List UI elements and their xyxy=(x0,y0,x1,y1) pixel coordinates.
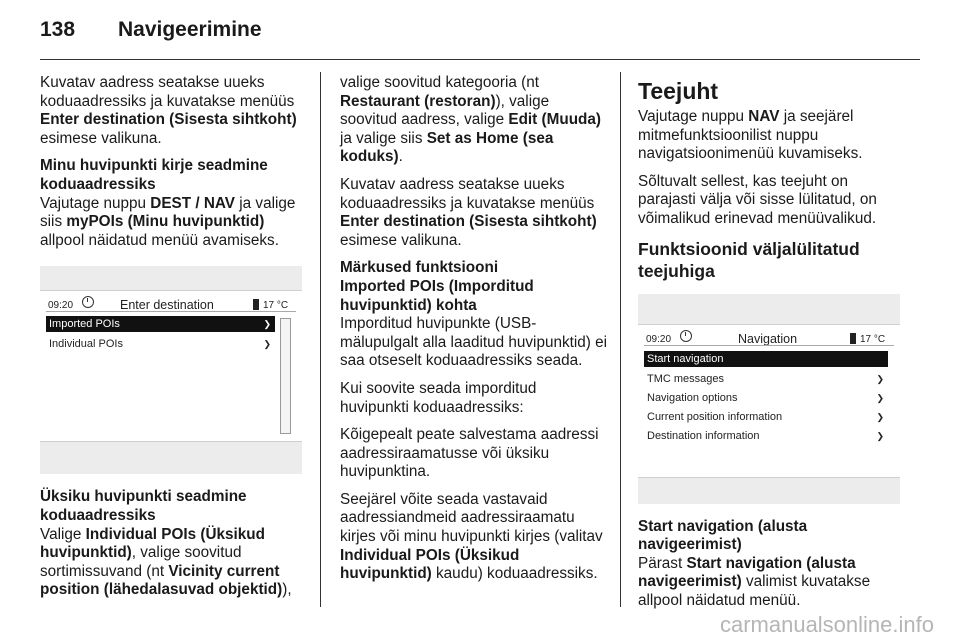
column-1 xyxy=(40,74,305,609)
screen-title: Enter destination xyxy=(120,298,214,313)
paragraph: valige soovitud kategooria (nt Restaurant (restoran)), valige soovitud aadress, valige Edit (Muuda) ja valige siis Set as Home (sea koduks). xyxy=(340,74,601,166)
chevron-right-icon: ❯ xyxy=(263,339,271,350)
subheading: Üksiku huvipunkti seadmine koduaadressiks xyxy=(40,488,247,524)
screen-temperature: 17 °C xyxy=(253,297,288,316)
section-title: Navigeerimine xyxy=(118,18,262,41)
menu-item-imported-pois[interactable]: Imported POIs ❯ xyxy=(46,316,275,332)
chevron-right-icon: ❯ xyxy=(876,373,884,384)
paragraph: Sõltuvalt sellest, kas teejuht on parajasti välja või sisse lülitatud, on võimalikud erinevad menüüvalikud. xyxy=(638,172,877,227)
column-3 xyxy=(638,74,908,620)
screen-time: 09:20 xyxy=(646,333,672,345)
paragraph: Valige Individual POIs (Üksikud huvipunktid), valige soovitud sortimissuvand (nt Vicinity current position (lähedalasuvad objektid)), xyxy=(40,525,292,599)
watermark: carmanualsonline.info xyxy=(719,612,934,637)
menu-item-destination-information[interactable]: Destination information ❯ xyxy=(647,429,884,442)
screen-time: 09:20 xyxy=(48,300,74,312)
screen-separator xyxy=(644,345,894,346)
screen-figure-enter-destination xyxy=(40,266,302,474)
subsection-heading: Funktsioonid väljalülitatud teejuhiga xyxy=(638,238,860,281)
display-screen xyxy=(40,290,302,442)
header-rule xyxy=(40,59,920,60)
page-number: 138 xyxy=(40,18,76,41)
paragraph: Kõigepealt peate salvestama aadressi aadressiraamatusse või üksiku huvipunktina. xyxy=(340,426,599,481)
paragraph: Imporditud huvipunkte (USB-mälupulgalt alla laaditud huvipunktid) ei saa otseselt koduaadressiks seada. xyxy=(340,315,608,370)
chevron-right-icon: ❯ xyxy=(876,411,884,422)
subheading: Märkused funktsiooni xyxy=(340,259,499,277)
chevron-right-icon: ❯ xyxy=(876,430,884,441)
display-screen xyxy=(638,324,900,478)
chevron-right-icon: ❯ xyxy=(263,319,271,330)
column-divider-1 xyxy=(320,72,321,607)
clock-icon xyxy=(680,330,692,342)
paragraph: Kuvatav aadress seatakse uueks koduaadressiks ja kuvatakse menüüs Enter destination (Sisesta sihtkoht) esimese valikuna. xyxy=(340,175,597,249)
column-divider-2 xyxy=(620,72,621,607)
section-heading: Teejuht xyxy=(638,78,719,104)
menu-item-tmc-messages[interactable]: TMC messages ❯ xyxy=(647,372,884,385)
screen-temperature: 17 °C xyxy=(850,331,885,350)
paragraph: Kui soovite seada imporditud huvipunkti koduaadressiks: xyxy=(340,379,537,416)
screen-separator xyxy=(46,311,296,312)
paragraph: Kuvatav aadress seatakse uueks koduaadressiks ja kuvatakse menüüs Enter destination (Sisesta sihtkoht) esimese valikuna. xyxy=(40,74,297,147)
menu-item-start-navigation[interactable]: Start navigation xyxy=(644,351,888,367)
paragraph: Vajutage nuppu DEST / NAV ja valige siis myPOIs (Minu huvipunktid) allpool näidatud menüü avamiseks. xyxy=(40,194,296,249)
chevron-right-icon: ❯ xyxy=(876,392,884,403)
page-header xyxy=(40,18,262,42)
screen-figure-navigation xyxy=(638,294,900,504)
paragraph: Pärast Start navigation (alusta navigeerimist) valimist kuvatakse allpool näidatud menüü. xyxy=(638,554,871,609)
subheading: Imported POIs (Imporditud huvipunktid) kohta xyxy=(340,277,534,314)
paragraph: Seejärel võite seada vastavaid aadressiandmeid aadressiraamatu kirjes või minu huvipunkti kirjes (valitav Individual POIs (Üksikud huvipunktid) kaudu) koduaadressiks. xyxy=(340,490,603,583)
subheading: Minu huvipunkti kirje seadmine koduaadressiks xyxy=(40,157,268,193)
paragraph: Vajutage nuppu NAV ja seejärel mitmefunktsioonilist nuppu navigatsioonimenüü kuvamiseks. xyxy=(638,108,863,163)
menu-item-individual-pois[interactable]: Individual POIs ❯ xyxy=(49,338,271,351)
screen-title: Navigation xyxy=(738,331,798,346)
menu-item-navigation-options[interactable]: Navigation options ❯ xyxy=(647,391,884,404)
menu-item-current-position-information[interactable]: Current position information ❯ xyxy=(647,410,884,423)
clock-icon xyxy=(82,296,94,308)
scrollbar[interactable] xyxy=(280,318,291,434)
column-2 xyxy=(340,74,608,593)
subheading: Start navigation (alusta navigeerimist) xyxy=(638,517,808,554)
